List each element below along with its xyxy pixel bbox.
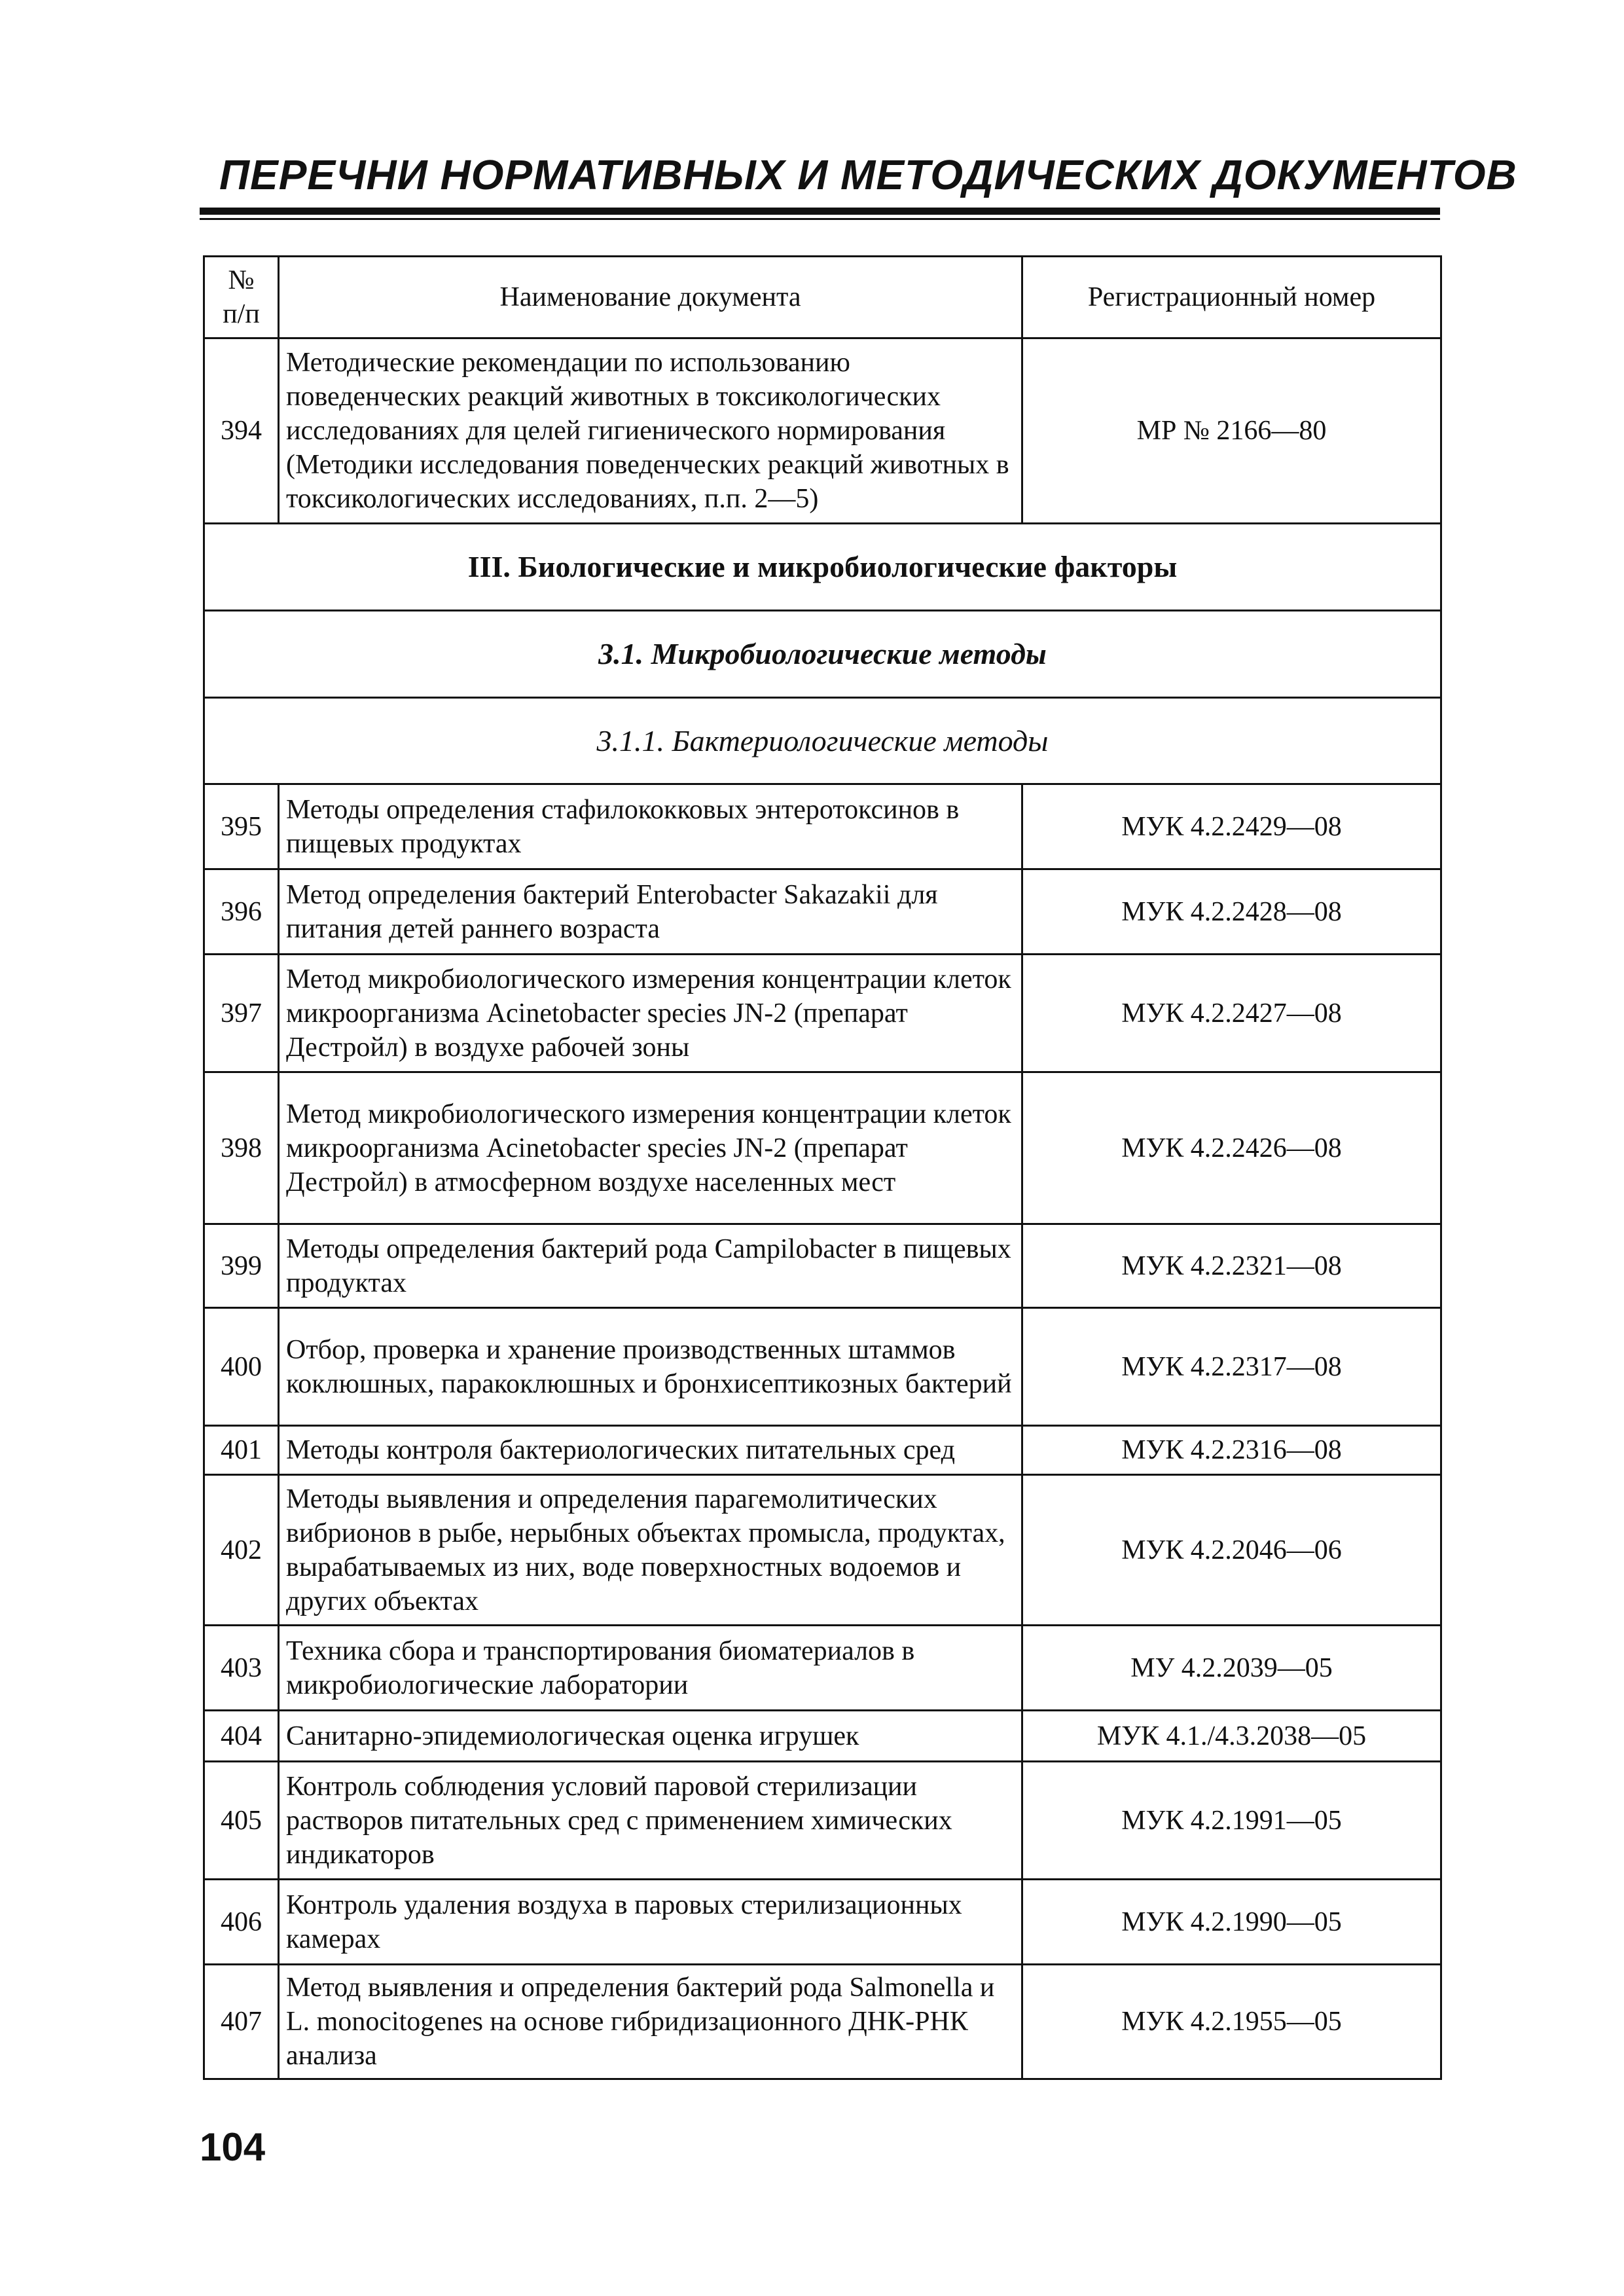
row-reg-number: МУК 4.2.2426—08 <box>1022 1072 1441 1224</box>
table-row <box>204 1711 1441 1762</box>
column-header-number <box>204 257 279 338</box>
table-row <box>204 869 1441 955</box>
row-reg-number: МУК 4.2.2428—08 <box>1022 869 1441 955</box>
table-row <box>204 955 1441 1072</box>
column-header-name: Наименование документа <box>279 257 1022 338</box>
section-title: III. Биологические и микробиологические факторы <box>204 524 1441 611</box>
row-document-name: Методические рекомендации по использованию поведенческих реакций животных в токсикологических исследованиях для целей гигиенического нормирования (Методики исследования поведенческих реакций животных в токсикологических исследованиях, п.п. 2—5) <box>279 338 1022 524</box>
row-reg-number: МУК 4.2.2429—08 <box>1022 784 1441 869</box>
row-number: 402 <box>204 1475 279 1626</box>
row-number: 403 <box>204 1626 279 1711</box>
row-reg-number: МУК 4.2.2317—08 <box>1022 1308 1441 1426</box>
row-number: 397 <box>204 955 279 1072</box>
row-document-name: Санитарно-эпидемиологическая оценка игрушек <box>279 1711 1022 1762</box>
table-row <box>204 338 1441 524</box>
row-number: 406 <box>204 1880 279 1965</box>
row-document-name: Метод определения бактерий Enterobacter Sakazakii для питания детей раннего возраста <box>279 869 1022 955</box>
row-number: 396 <box>204 869 279 955</box>
table-row <box>204 1626 1441 1711</box>
header-rule-thick <box>200 208 1440 215</box>
column-header-reg: Регистрационный номер <box>1022 257 1441 338</box>
row-document-name: Метод микробиологического измерения концентрации клеток микроорганизма Acinetobacter species JN-2 (препарат Дестройл) в воздухе рабочей зоны <box>279 955 1022 1072</box>
page-title: ПЕРЕЧНИ НОРМАТИВНЫХ И МЕТОДИЧЕСКИХ ДОКУМЕНТОВ <box>219 151 1517 198</box>
page-header <box>200 145 1517 224</box>
table-row <box>204 1475 1441 1626</box>
row-document-name: Метод выявления и определения бактерий рода Salmonella и L. monocitogenes на основе гибридизационного ДНК-РНК анализа <box>279 1965 1022 2079</box>
table-header-row <box>204 257 1441 338</box>
table-row <box>204 1224 1441 1308</box>
table-row <box>204 1308 1441 1426</box>
row-document-name: Методы определения бактерий рода Campilobacter в пищевых продуктах <box>279 1224 1022 1308</box>
row-reg-number: МУК 4.2.1991—05 <box>1022 1762 1441 1880</box>
row-reg-number: МУК 4.1./4.3.2038—05 <box>1022 1711 1441 1762</box>
row-reg-number: МУК 4.2.1955—05 <box>1022 1965 1441 2079</box>
row-document-name: Техника сбора и транспортирования биоматериалов в микробиологические лаборатории <box>279 1626 1022 1711</box>
row-reg-number: МУК 4.2.2046—06 <box>1022 1475 1441 1626</box>
table-row <box>204 1072 1441 1224</box>
row-reg-number: МУК 4.2.2427—08 <box>1022 955 1441 1072</box>
row-document-name: Контроль удаления воздуха в паровых стерилизационных камерах <box>279 1880 1022 1965</box>
table-row <box>204 1880 1441 1965</box>
row-document-name: Методы определения стафилококковых энтеротоксинов в пищевых продуктах <box>279 784 1022 869</box>
row-reg-number: МР № 2166—80 <box>1022 338 1441 524</box>
table-row <box>204 784 1441 869</box>
table-row <box>204 1965 1441 2079</box>
row-reg-number: МУК 4.2.2321—08 <box>1022 1224 1441 1308</box>
row-number: 401 <box>204 1426 279 1475</box>
row-reg-number: МУК 4.2.2316—08 <box>1022 1426 1441 1475</box>
column-header-number-line1: № <box>228 265 255 295</box>
row-number: 394 <box>204 338 279 524</box>
table-row <box>204 1762 1441 1880</box>
row-number: 407 <box>204 1965 279 2079</box>
subsection-row <box>204 611 1441 698</box>
row-document-name: Методы контроля бактериологических питательных сред <box>279 1426 1022 1475</box>
subsection-title: 3.1. Микробиологические методы <box>204 611 1441 698</box>
row-reg-number: МУК 4.2.1990—05 <box>1022 1880 1441 1965</box>
page-number: 104 <box>200 2125 266 2169</box>
row-number: 405 <box>204 1762 279 1880</box>
documents-table <box>203 255 1442 2080</box>
section-row <box>204 524 1441 611</box>
row-document-name: Отбор, проверка и хранение производственных штаммов коклюшных, паракоклюшных и бронхисептикозных бактерий <box>279 1308 1022 1426</box>
row-number: 398 <box>204 1072 279 1224</box>
header-rule-thin <box>200 218 1440 220</box>
subsubsection-title: 3.1.1. Бактериологические методы <box>204 698 1441 784</box>
subsubsection-row <box>204 698 1441 784</box>
row-reg-number: МУ 4.2.2039—05 <box>1022 1626 1441 1711</box>
row-number: 400 <box>204 1308 279 1426</box>
row-document-name: Методы выявления и определения парагемолитических вибрионов в рыбе, нерыбных объектах промысла, продуктах, вырабатываемых из них, воде поверхностных водоемов и других объектах <box>279 1475 1022 1626</box>
column-header-number-line2: п/п <box>223 299 260 329</box>
row-document-name: Контроль соблюдения условий паровой стерилизации растворов питательных сред с применением химических индикаторов <box>279 1762 1022 1880</box>
row-number: 395 <box>204 784 279 869</box>
row-document-name: Метод микробиологического измерения концентрации клеток микроорганизма Acinetobacter species JN-2 (препарат Дестройл) в атмосферном воздухе населенных мест <box>279 1072 1022 1224</box>
table-row <box>204 1426 1441 1475</box>
row-number: 399 <box>204 1224 279 1308</box>
row-number: 404 <box>204 1711 279 1762</box>
